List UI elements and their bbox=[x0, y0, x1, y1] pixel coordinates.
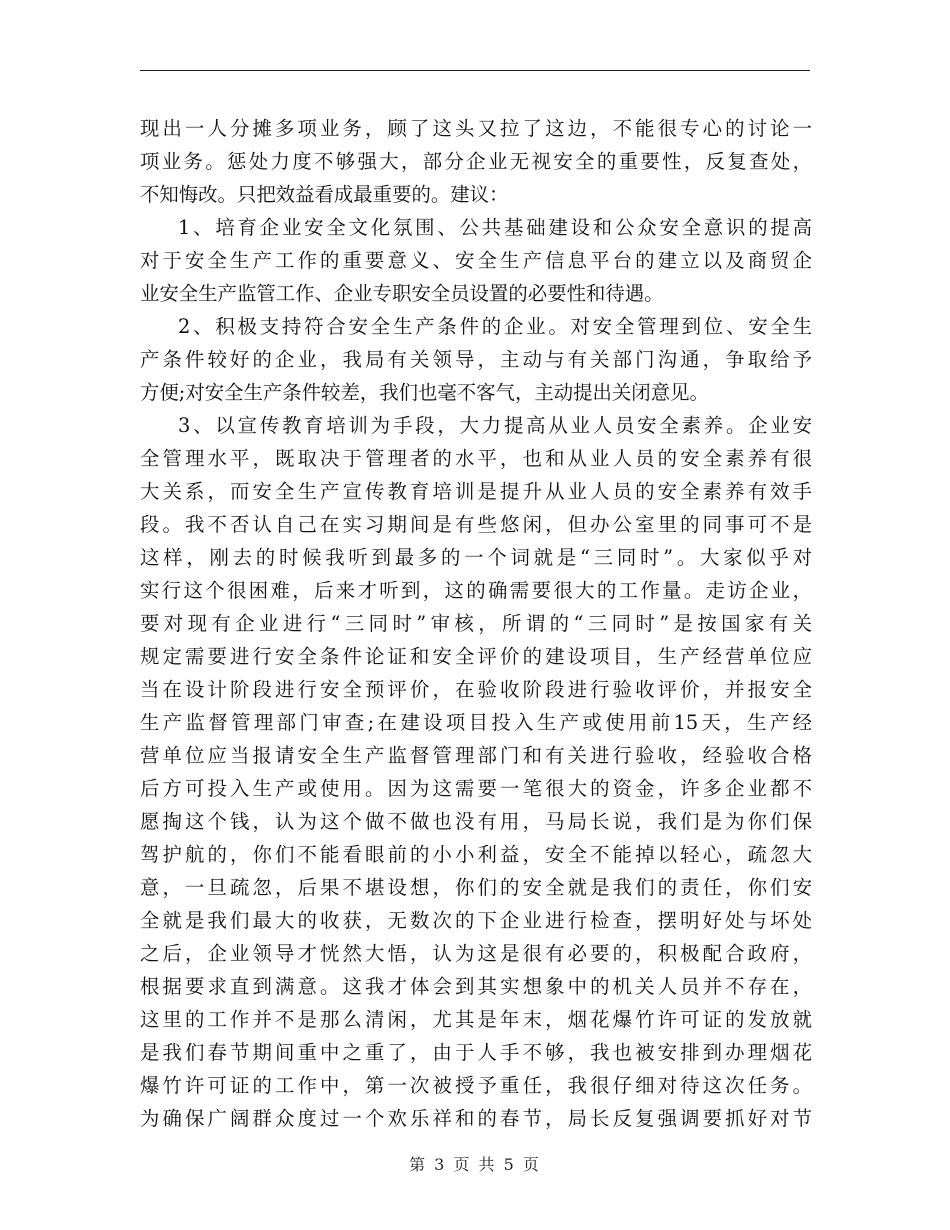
text-line: 大关系，而安全生产宣传教育培训是提升从业人员的安全素养有效手 bbox=[140, 480, 812, 503]
text-line: 根据要求直到满意。这我才体会到其实想象中的机关人员并不存在， bbox=[140, 975, 812, 998]
text-line: 这里的工作并不是那么清闲，尤其是年末，烟花爆竹许可证的发放就 bbox=[140, 1008, 812, 1031]
text-line: 对于安全生产工作的重要意义、安全生产信息平台的建立以及商贸企 bbox=[140, 249, 812, 272]
page-number: 第 3 页 共 5 页 bbox=[409, 1155, 541, 1174]
text-line: 2、积极支持符合安全生产条件的企业。对安全管理到位、安全生 bbox=[178, 315, 812, 338]
text-line: 营单位应当报请安全生产监督管理部门和有关进行验收，经验收合格 bbox=[140, 744, 812, 767]
text-line: 段。我不否认自己在实习期间是有些悠闲，但办公室里的同事可不是 bbox=[140, 513, 812, 536]
text-line: 项业务。惩处力度不够强大，部分企业无视安全的重要性，反复查处， bbox=[140, 150, 812, 173]
text-line: 当在设计阶段进行安全预评价，在验收阶段进行验收评价，并报安全 bbox=[140, 678, 812, 701]
text-line: 实行这个很困难，后来才听到，这的确需要很大的工作量。走访企业， bbox=[140, 579, 812, 602]
text-line: 全就是我们最大的收获，无数次的下企业进行检查，摆明好处与坏处 bbox=[140, 909, 812, 932]
text-line: 生产监督管理部门审查;在建设项目投入生产或使用前15天，生产经 bbox=[140, 711, 812, 734]
text-line: 业安全生产监管工作、企业专职安全员设置的必要性和待遇。 bbox=[140, 282, 664, 305]
text-line: 全管理水平，既取决于管理者的水平，也和从业人员的安全素养有很 bbox=[140, 447, 812, 470]
text-line: 规定需要进行安全条件论证和安全评价的建设项目，生产经营单位应 bbox=[140, 645, 812, 668]
text-line: 不知悔改。只把效益看成最重要的。建议： bbox=[140, 183, 509, 206]
text-line: 愿掏这个钱，认为这个做不做也没有用，马局长说，我们是为你们保 bbox=[140, 810, 812, 833]
header-rule bbox=[140, 70, 810, 71]
text-line: 3、以宣传教育培训为手段，大力提高从业人员安全素养。企业安 bbox=[178, 414, 812, 437]
text-line: 之后，企业领导才恍然大悟，认为这是很有必要的，积极配合政府， bbox=[140, 942, 812, 965]
text-line: 为确保广阔群众度过一个欢乐祥和的春节，局长反复强调要抓好对节 bbox=[140, 1107, 812, 1130]
text-line: 产条件较好的企业，我局有关领导，主动与有关部门沟通，争取给予 bbox=[140, 348, 812, 371]
text-line: 要对现有企业进行“三同时”审核，所谓的“三同时”是按国家有关 bbox=[140, 612, 812, 635]
text-line: 是我们春节期间重中之重了，由于人手不够，我也被安排到办理烟花 bbox=[140, 1041, 812, 1064]
text-line: 驾护航的，你们不能看眼前的小小利益，安全不能掉以轻心，疏忽大 bbox=[140, 843, 812, 866]
text-line: 这样，刚去的时候我听到最多的一个词就是“三同时”。大家似乎对 bbox=[140, 546, 812, 569]
text-line: 现出一人分摊多项业务，顾了这头又拉了这边，不能很专心的讨论一 bbox=[140, 117, 812, 140]
text-line: 1、培育企业安全文化氛围、公共基础建设和公众安全意识的提高 bbox=[178, 216, 812, 239]
text-line: 意，一旦疏忽，后果不堪设想，你们的安全就是我们的责任，你们安 bbox=[140, 876, 812, 899]
document-body bbox=[140, 112, 812, 1135]
text-line: 爆竹许可证的工作中，第一次被授予重任，我很仔细对待这次任务。 bbox=[140, 1074, 812, 1097]
text-line: 后方可投入生产或使用。因为这需要一笔很大的资金，许多企业都不 bbox=[140, 777, 812, 800]
text-line: 方便;对安全生产条件较差，我们也毫不客气，主动提出关闭意见。 bbox=[140, 381, 709, 404]
